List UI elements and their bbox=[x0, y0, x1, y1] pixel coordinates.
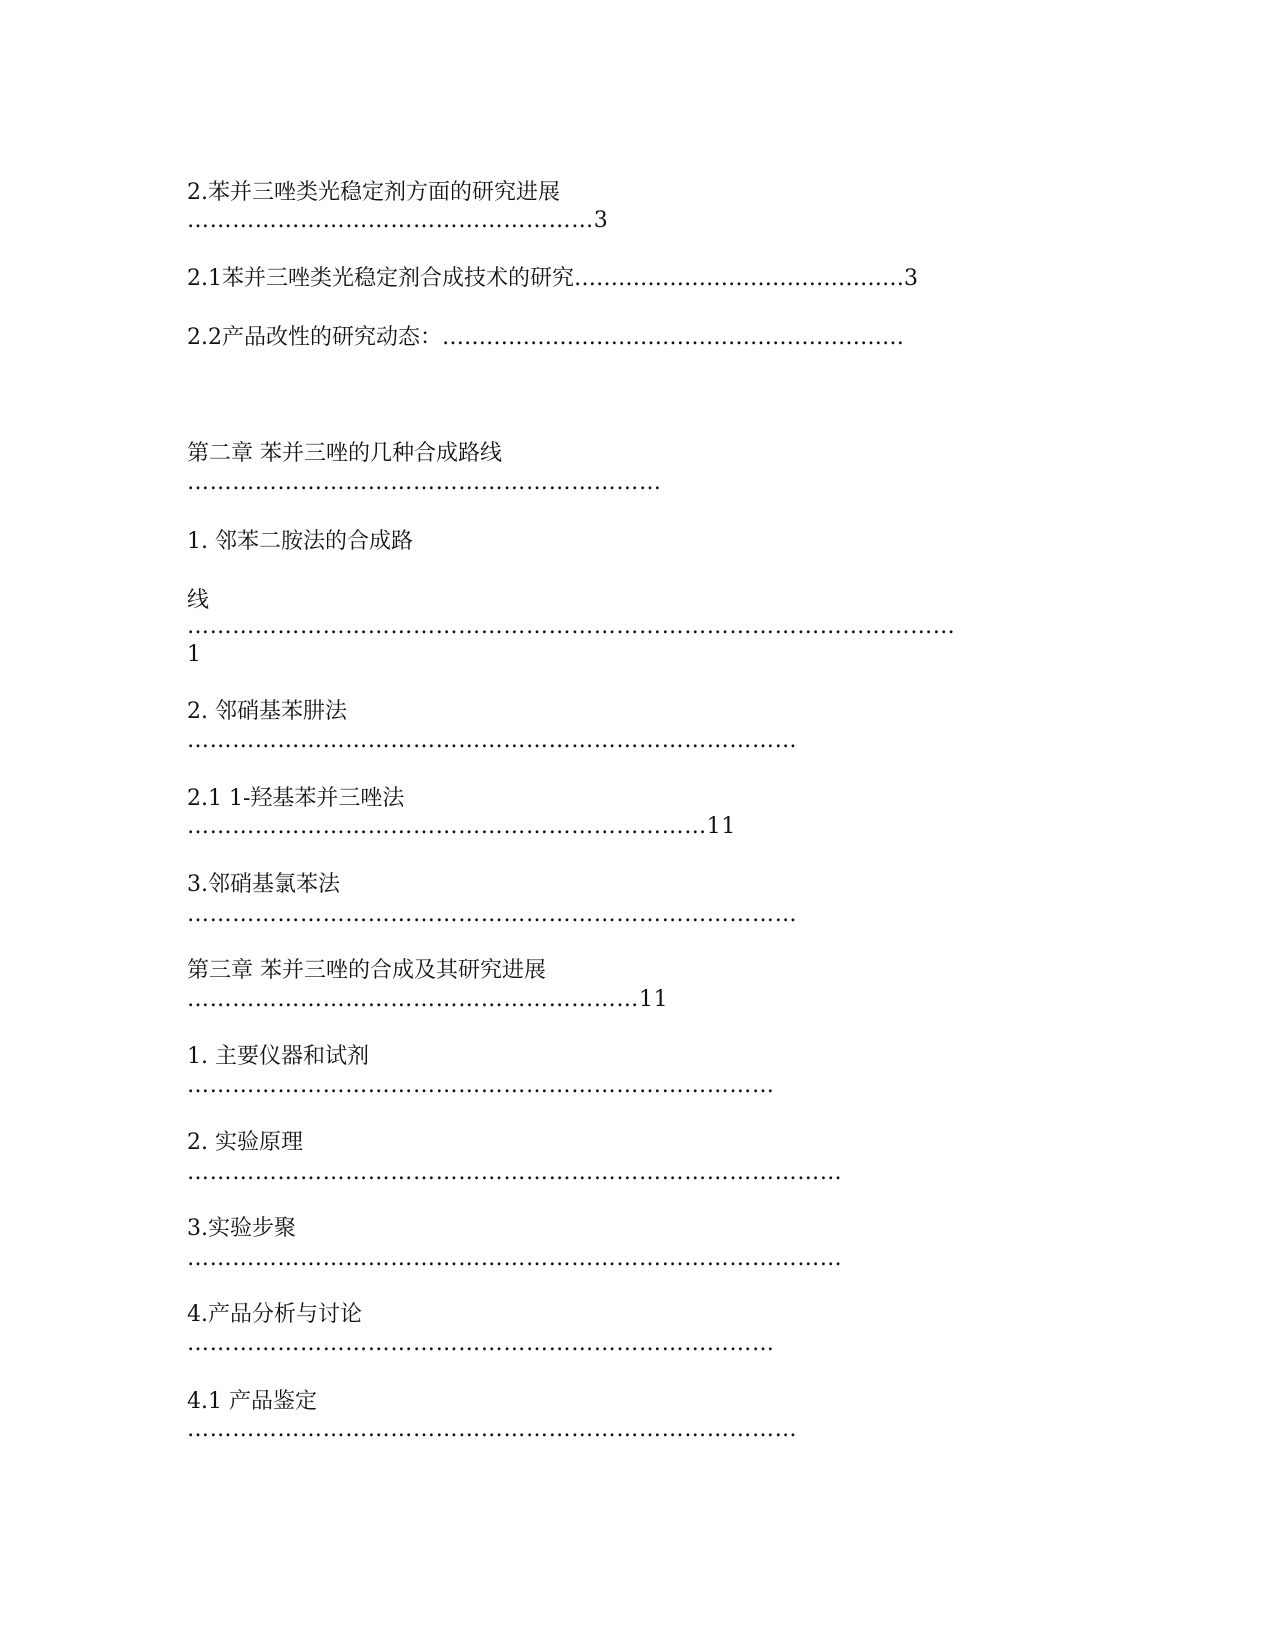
toc-entry-leader: …………………………………………………………………………… bbox=[187, 1160, 843, 1185]
toc-entry-leader: ……………………………………………………11 bbox=[187, 987, 669, 1012]
toc-entry-leader: ……………………………………………………………………… bbox=[187, 902, 798, 927]
toc-entry-title: 1. 邻苯二胺法的合成路 bbox=[187, 529, 413, 554]
toc-entry-leader: …………………………………………………………………… bbox=[187, 1331, 775, 1356]
toc-entry-leader: ……………………………………………………………………… bbox=[187, 728, 798, 753]
toc-chapter-title: 第三章 苯并三唑的合成及其研究进展 bbox=[187, 958, 546, 983]
toc-entry-title: 3.实验步聚 bbox=[187, 1216, 296, 1241]
toc-entry-title: 2.1 1-羟基苯并三唑法 bbox=[187, 786, 405, 811]
toc-entry-leader: ………………………………………………………………………………………… bbox=[187, 614, 956, 639]
toc-entry-title: 2. 实验原理 bbox=[187, 1130, 303, 1155]
toc-entry-leader: ……………………………………………………………………… bbox=[187, 1417, 798, 1442]
toc-entry-title: 1. 主要仪器和试剂 bbox=[187, 1044, 369, 1069]
toc-entry-page: 1 bbox=[187, 642, 201, 667]
toc-entry-title: 2.2产品改性的研究动态：……………………………………………………… bbox=[187, 325, 904, 350]
toc-entry-title: 3.邻硝基氯苯法 bbox=[187, 872, 340, 897]
toc-entry-leader: ……………………………………………………………11 bbox=[187, 814, 736, 839]
toc-entry-leader: ………………………………………………3 bbox=[187, 208, 609, 233]
toc-entry-title: 4.1 产品鉴定 bbox=[187, 1389, 317, 1414]
toc-entry-leader: ……………………………………………………… bbox=[187, 470, 662, 495]
toc-entry-title: 2. 邻硝基苯肼法 bbox=[187, 699, 347, 724]
toc-entry-title: 4.产品分析与讨论 bbox=[187, 1302, 362, 1327]
toc-entry-title: 2.苯并三唑类光稳定剂方面的研究进展 bbox=[187, 180, 560, 205]
toc-entry-leader: …………………………………………………………………………… bbox=[187, 1246, 843, 1271]
toc-chapter-title: 第二章 苯并三唑的几种合成路线 bbox=[187, 441, 502, 466]
toc-entry-title: 2.1苯并三唑类光稳定剂合成技术的研究………………………………………3 bbox=[187, 266, 918, 291]
toc-entry-leader: …………………………………………………………………… bbox=[187, 1073, 775, 1098]
toc-entry-title: 线 bbox=[187, 588, 210, 613]
